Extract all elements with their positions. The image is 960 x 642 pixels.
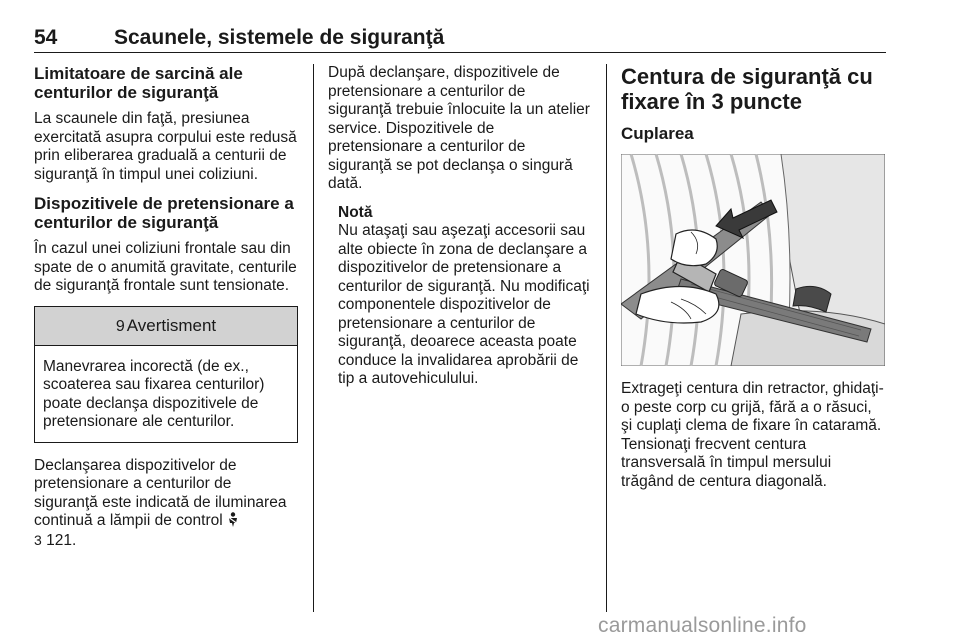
seatbelt-illustration: [621, 154, 885, 366]
warning-title: Avertisment: [126, 315, 217, 335]
note-text: Nu ataşaţi sau aşezaţi accesorii sau alte obiecte în zona de declanşare a dispozitivelor de pretensionare a centurilor de siguranţă. Nu modificaţi componentele dispozitivelor de pretensionare a centurilor de siguranţă, deoarece aceasta poate conduce la invalidarea aprobării de tip a autovehiculului.: [338, 222, 590, 387]
warning-header: [35, 307, 297, 346]
note-block: [328, 204, 592, 389]
warning-text: Manevrarea incorectă (de ex., scoaterea sau fixarea centurilor) poate declanşa dispozitivele de pretensionare ale centurilor.: [43, 357, 265, 430]
page-ref-icon: 3: [34, 531, 42, 548]
column-divider: [313, 64, 314, 612]
note-title: Notă: [338, 203, 373, 221]
warning-triangle-icon: 9: [115, 317, 125, 335]
warning-box: [34, 306, 298, 443]
watermark: carmanualsonline.info: [598, 614, 807, 637]
chapter-title: Scaunele, sistemele de siguranţă: [114, 26, 445, 49]
column-middle: [328, 64, 592, 399]
activation-text: [34, 457, 298, 551]
page-number: 54: [34, 26, 58, 49]
pretensioner-replacement-text: După declanşare, dispozitivele de pretensionare a centurilor de siguranţă trebuie înlocuite la un atelier service. Dispozitivele de pretensionare a centurilor de siguranţă se pot declanşa o singură dată.: [328, 64, 590, 192]
fastening-instructions: Extrageţi centura din retractor, ghidaţi-o peste corp cu grijă, fără a o răsuci, şi cuplaţi clema de fixare în cataramă. Tensionaţi frecvent centura transversală în timpul mersului trăgând de centura diagonală.: [621, 380, 884, 490]
section-title-load-limiters: Limitatoare de sarcină ale centurilor de siguranţă: [34, 64, 243, 102]
page-header: [34, 26, 886, 53]
column-right: [621, 64, 887, 501]
activation-text-body: Declanşarea dispozitivelor de pretensionare a centurilor de siguranţă este indicată de iluminarea continuă a lămpii de control: [34, 456, 287, 529]
seatbelt-control-lamp-icon: [227, 512, 239, 527]
page-ref-link[interactable]: 121.: [46, 531, 77, 549]
section-title-pretensioners: Dispozitivele de pretensionare a centurilor de siguranţă: [34, 194, 294, 232]
section-title-3point-belt: Centura de siguranţă cu fixare în 3 puncte: [621, 64, 873, 114]
subsection-title-fastening: Cuplarea: [621, 124, 694, 143]
column-divider: [606, 64, 607, 612]
column-left: [34, 64, 298, 560]
section-text-pretensioners: În cazul unei coliziuni frontale sau din spate de o anumită gravitate, centurile de siguranţă frontale sunt tensionate.: [34, 240, 297, 294]
section-text-load-limiters: La scaunele din faţă, presiunea exercitată asupra corpului este redusă prin eliberarea graduală a centurii de siguranţă în timpul unei coliziuni.: [34, 110, 297, 183]
